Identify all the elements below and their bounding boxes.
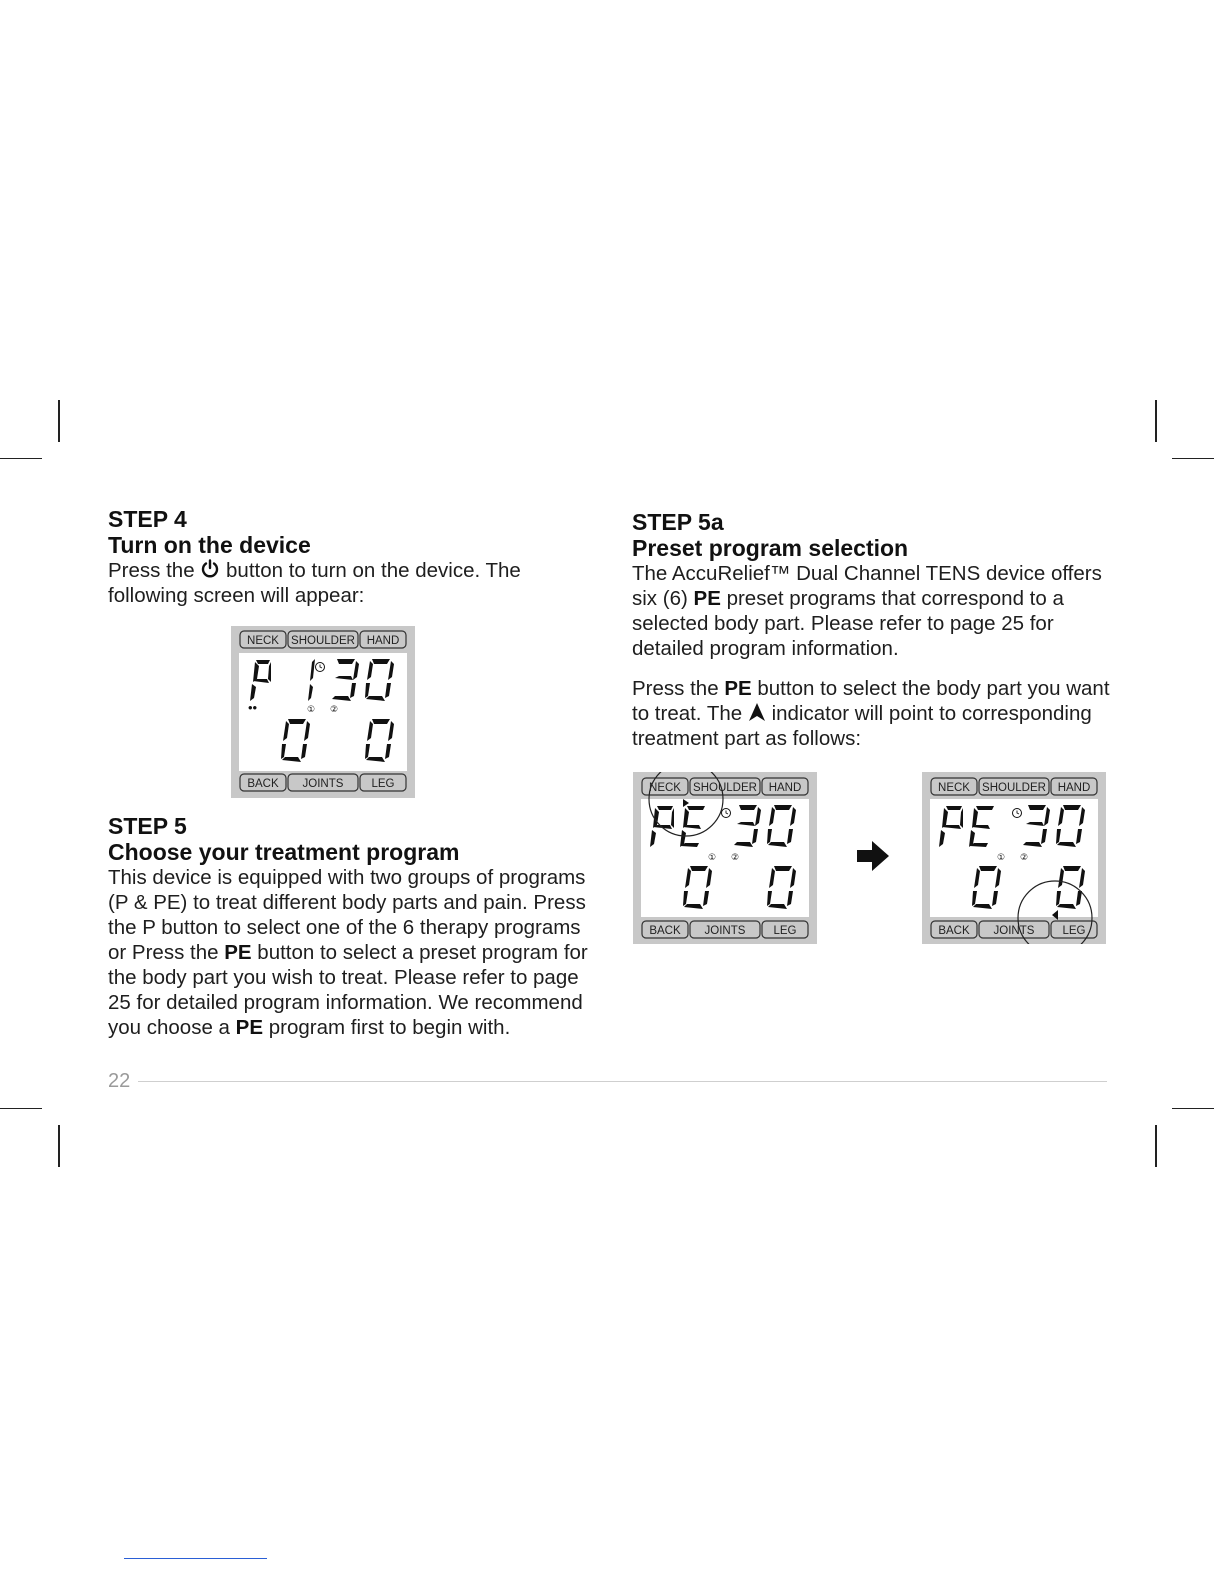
step5-text-3: program first to begin with. xyxy=(268,1016,511,1039)
crop-mark xyxy=(58,1125,60,1167)
face-icon: •• xyxy=(248,700,258,715)
crop-mark xyxy=(0,458,42,459)
lcd-label-shoulder: SHOULDER xyxy=(982,782,1046,794)
channel-2-label: ② xyxy=(330,705,339,715)
step5-bold-2: PE xyxy=(235,1016,264,1039)
step5-section xyxy=(108,813,588,1040)
channel-2-label: ② xyxy=(1020,853,1029,863)
step5a-section xyxy=(632,509,1117,751)
lcd-label-joints: JOINTS xyxy=(704,925,746,937)
step5a-p2-text-1: Press the xyxy=(632,677,719,700)
crop-mark xyxy=(58,400,60,442)
lcd-label-hand: HAND xyxy=(768,782,802,794)
crop-mark xyxy=(1172,458,1214,459)
lcd-label-joints: JOINTS xyxy=(302,778,344,790)
step4-text xyxy=(108,558,588,608)
lcd-label-neck: NECK xyxy=(938,782,970,794)
lcd-label-leg: LEG xyxy=(773,925,797,937)
lcd-label-shoulder: SHOULDER xyxy=(291,635,355,647)
step5a-p1-text-2: preset programs that correspond to a selected body part. Please refer to page 25 for detailed program information. xyxy=(632,587,1064,660)
lcd-label-shoulder: SHOULDER xyxy=(693,782,757,794)
lcd-svg xyxy=(633,772,817,944)
page-number: 22 xyxy=(108,1070,131,1092)
lcd-svg xyxy=(922,772,1106,944)
step5a-p1-bold: PE xyxy=(693,587,721,610)
step5a-title: Preset program selection xyxy=(632,535,909,561)
footer-rule xyxy=(138,1081,1107,1082)
step5a-p2-text-3: indicator will point to corresponding treatment part as follows: xyxy=(632,702,1092,750)
step5a-number: STEP 5a xyxy=(632,509,724,535)
lcd-label-neck: NECK xyxy=(649,782,681,794)
crop-mark xyxy=(1155,400,1157,442)
step5-text-1: This device is equipped with two groups of programs (P & PE) to treat different body parts and pain. Press the P button to select one of the 6 therapy programs or Press the xyxy=(108,866,586,964)
step5-number: STEP 5 xyxy=(108,813,187,839)
step5-bold-1: PE xyxy=(224,941,252,964)
lcd-screen-pe-leg xyxy=(922,772,1106,944)
arrow-right-icon xyxy=(855,838,891,874)
channel-1-label: ① xyxy=(708,853,717,863)
lcd-label-neck: NECK xyxy=(247,635,279,647)
power-icon xyxy=(200,559,220,579)
channel-1-label: ① xyxy=(997,853,1006,863)
crop-mark xyxy=(0,1108,42,1109)
step4-title: Turn on the device xyxy=(108,532,311,558)
step5a-paragraph-2 xyxy=(632,676,1117,751)
step4-section xyxy=(108,506,588,608)
lcd-screen-pe-neck xyxy=(633,772,817,944)
lcd-label-back: BACK xyxy=(247,778,279,790)
step5a-p2-text-2: button to select the body part you want to treat. The xyxy=(632,677,1110,725)
lcd-label-back: BACK xyxy=(938,925,970,937)
step5-text xyxy=(108,865,588,1040)
lcd-label-leg: LEG xyxy=(1062,925,1086,937)
crop-mark xyxy=(1172,1108,1214,1109)
up-arrow-icon xyxy=(748,702,766,722)
lcd-label-joints: JOINTS xyxy=(993,925,1035,937)
lcd-svg xyxy=(231,626,415,798)
crop-mark xyxy=(1155,1125,1157,1167)
step5a-paragraph-1 xyxy=(632,561,1117,661)
lcd-label-hand: HAND xyxy=(366,635,400,647)
step4-text-after: button to turn on the device. The following screen will appear: xyxy=(108,559,521,607)
step5-title: Choose your treatment program xyxy=(108,839,460,865)
step4-number: STEP 4 xyxy=(108,506,187,532)
lcd-label-leg: LEG xyxy=(371,778,395,790)
step5a-p1-text-1: The AccuRelief™ Dual Channel TENS device offers six (6) xyxy=(632,562,1102,610)
step4-text-before: Press the xyxy=(108,559,195,582)
lcd-label-back: BACK xyxy=(649,925,681,937)
blue-underline xyxy=(124,1558,267,1559)
step5a-p2-bold: PE xyxy=(724,677,752,700)
lcd-screen-program-p1 xyxy=(231,626,415,798)
channel-1-label: ① xyxy=(307,705,316,715)
channel-2-label: ② xyxy=(731,853,740,863)
lcd-label-hand: HAND xyxy=(1057,782,1091,794)
step5-text-2: button to select a preset program for the body part you wish to treat. Please refer to page 25 for detailed program information. We recommend you choose a xyxy=(108,941,588,1039)
